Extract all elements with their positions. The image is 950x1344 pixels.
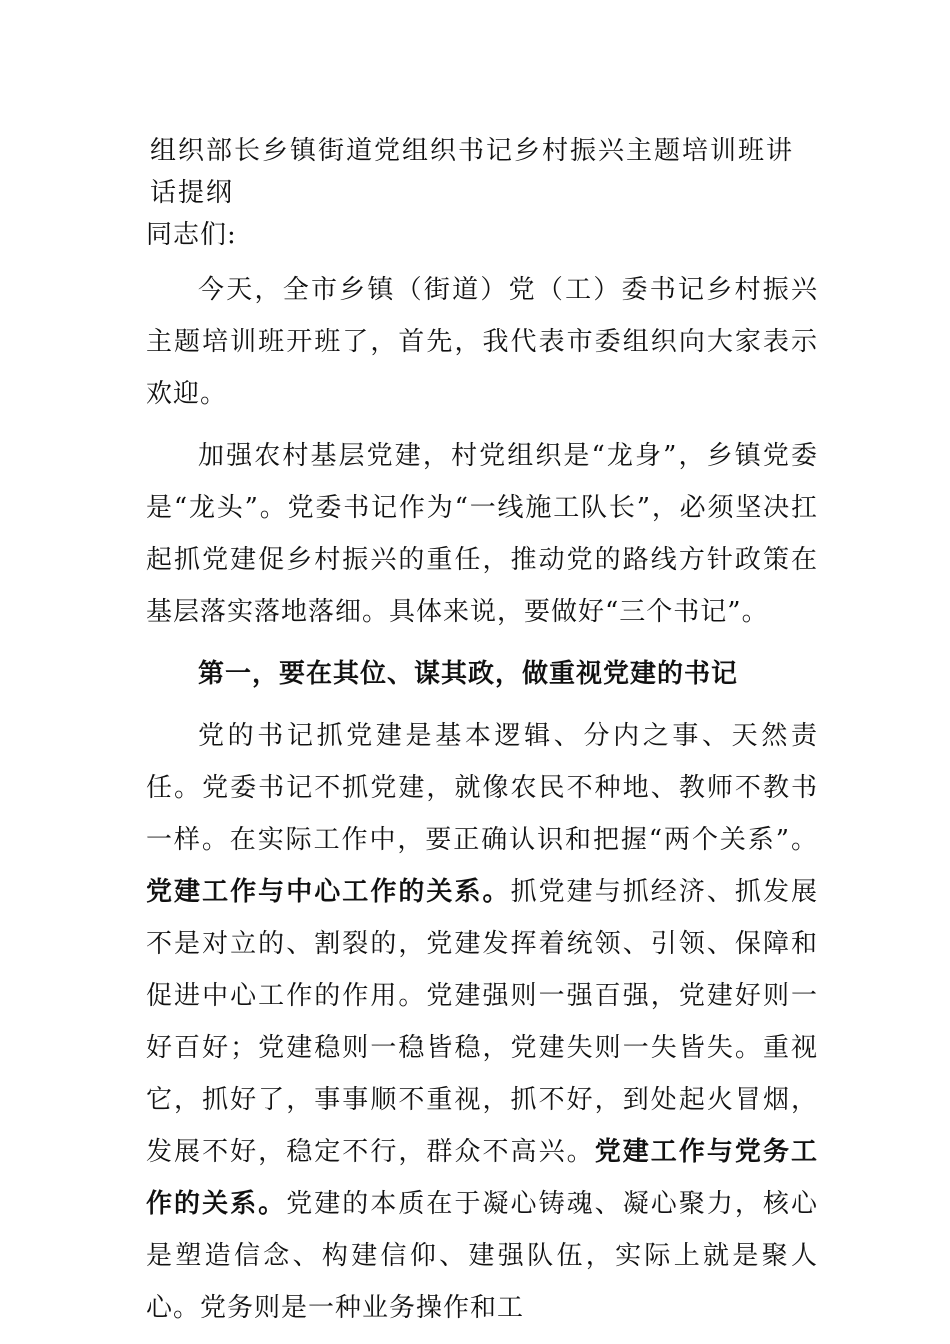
paragraph-text: 党建的本质在于凝心铸魂、凝心聚力，核心是塑造信念、构建信仰、建强队伍，实际上就是聚人心。党务则是一种业务操作和工	[146, 1189, 818, 1323]
document-body	[146, 130, 818, 1344]
paragraph-opening: 今天，全市乡镇（街道）党（工）委书记乡村振兴主题培训班开班了，首先，我代表市委组织向大家表示欢迎。	[146, 275, 818, 409]
document-title: 组织部长乡镇街道党组织书记乡村振兴主题培训班讲话提纲	[150, 136, 795, 208]
paragraph-intro: 加强农村基层党建，村党组织是“龙身”，乡镇党委是“龙头”。党委书记作为“一线施工队长”，必须坚决扛起抓党建促乡村振兴的重任，推动党的路线方针政策在基层落实落地落细。具体来说，要做好“三个书记”。	[146, 441, 818, 627]
paragraph-text: 党的书记抓党建是基本逻辑、分内之事、天然责任。党委书记不抓党建，就像农民不种地、教师不教书一样。在实际工作中，要正确认识和把握“两个关系”。	[146, 721, 818, 855]
paragraph-text: 抓党建与抓经济、抓发展不是对立的、割裂的，党建发挥着统领、引领、保障和促进中心工作的作用。党建强则一强百强，党建好则一好百好；党建稳则一稳皆稳，党建失则一失皆失。重视它，抓好了，事事顺不重视，抓不好，到处起火冒烟，发展不好，稳定不行，群众不高兴。	[146, 877, 818, 1167]
section-heading-first: 第一，要在其位、谋其政，做重视党建的书记	[198, 659, 739, 689]
paragraph-section-one	[146, 710, 818, 1334]
bold-phrase-party-affairs: 党建工作与党务工作的关系。	[146, 1137, 818, 1219]
salutation: 同志们:	[146, 220, 237, 250]
bold-phrase-central-work: 党建工作与中心工作的关系。	[146, 877, 511, 907]
